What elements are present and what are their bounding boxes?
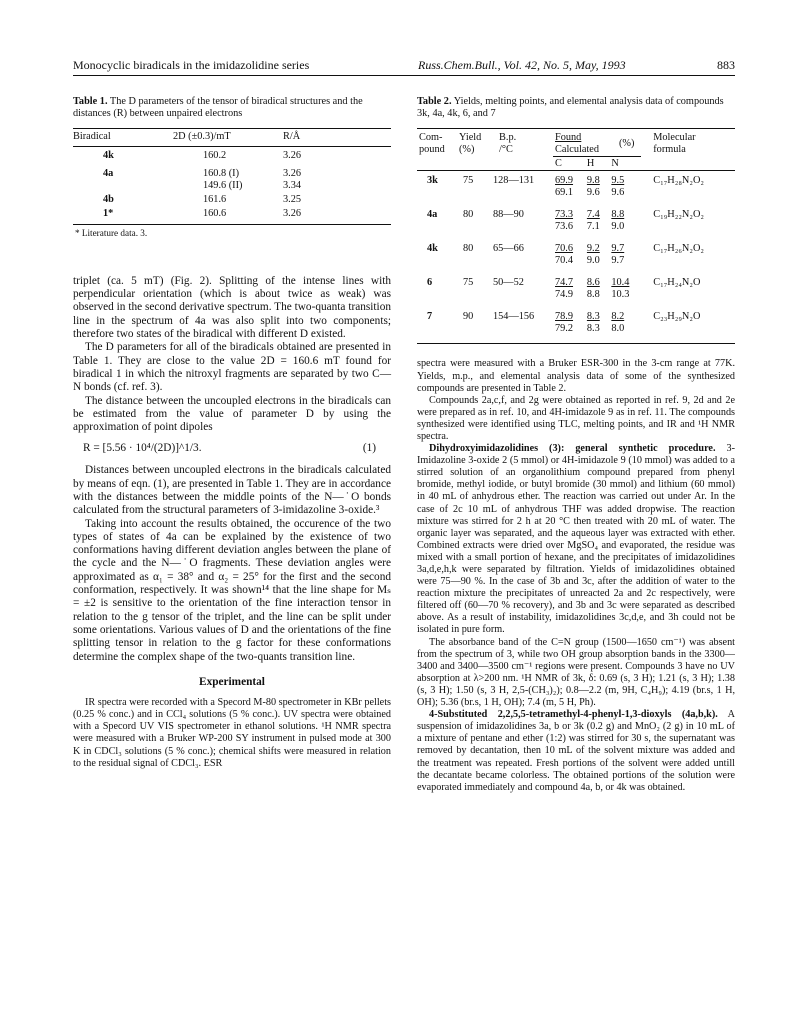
table-row: 6 75 50—52 74.7 74.9 8.6 8.8 10.4 10.3 C₁₇H₂₄N₂O (427, 277, 701, 301)
table1 (73, 128, 391, 224)
equation-1 (83, 442, 391, 456)
table2-header-row: Com- pound Yield (%) B.p. /°C Found (%) Calculated Molecular formula (419, 132, 696, 156)
table1-caption: Table 1. The D parameters of the tensor of biradical structures and the distances (R) between unpaired electrons (73, 96, 363, 120)
paragraph: triplet (ca. 5 mT) (Fig. 2). Splitting of the intense lines with perpendicular orientation (which is about twice as weak) was observed in the second derivative spectrum. The two-quanta transition line in the spectrum of 4a was also split into two components; therefore two states of the biradical with different D existed. (73, 274, 391, 341)
paragraph: spectra were measured with a Bruker ESR-300 in the 3-cm range at 77K. Yields, m.p., and elemental analysis data of some of the synthesized compounds are presented in Table 2. (417, 358, 735, 394)
section-heading-experimental: Experimental (199, 675, 265, 688)
paragraph: Taking into account the results obtained, the occurence of the two types of states of 4a can be explained by the existence of two conformations having different deviation angles between the plane of the cycle and the N—˙O fragments. These deviation angles were approximated as α₁ = 38° and α₂ = 25° for the first and the second conformation, respectively. It was shown¹⁴ that the line shape for Mₛ = ±2 is sensitive to the orientation of the fine interaction tensor in relation to the g tensor of the triplet, and the line can be split under some orientations. Various values of D and the orientations of the fine splitting tensor in relation to the g factor for these conformations determine the complex shape of the two-quants transition line. (73, 517, 391, 663)
table-row: 1* 160.6 3.26 (103, 208, 302, 220)
table-row: 4a 80 88—90 73.3 73.6 7.4 7.1 8.8 9.0 C₁₉H₂₂N₂O₂ (427, 209, 704, 233)
paragraph: Distances between uncoupled electrons in the biradicals calculated by means of eqn. (1), are presented in Table 1. They are in accordance with the distances between the middle points of the N—˙O bonds calculated from the structural parameters of 3-imidazoline 3-oxide.³ (73, 464, 391, 517)
paragraph: Compounds 2a,c,f, and 2g were obtained as reported in ref. 9, 2d and 2e were prepared as in ref. 10, and 4H-imidazole 9 as in ref. 11. The compounds synthesized were identified using TLC, melting points, and IR and ¹H NMR spectra. (417, 394, 735, 442)
table-row: 4a 160.8 (I) 3.26 (103, 167, 302, 179)
right-column (417, 96, 735, 794)
paragraph: 4-Substituted 2,2,5,5-tetramethyl-4-phenyl-1,3-dioxyls (4a,b,k). A suspension of imidazolidines 3a, b or 3k (0.2 g) and MnO₂ (2 g) in 10 mL of a mixture of pentane and ether (1:2) was stirred for 30 s, the supernatant was removed by decantation, then 10 mL of the solvent mixture was added and the treatment was repeated. Fresh portions of the solvent were added untill the decantate became colorless. The obtained portions of the solution were evaporated immediately and compound 4a, b, or 4k was obtained. (417, 709, 735, 793)
header-citation: Russ.Chem.Bull., Vol. 42, No. 5, May, 1993 (418, 58, 626, 72)
paragraph: The distance between the uncoupled electrons in the biradicals can be estimated from the value of parameter D by using the approximation of point dipoles (73, 394, 391, 434)
table-row: 4k 80 65—66 70.6 70.4 9.2 9.0 9.7 9.7 C₁₇H₂₆N₂O₂ (427, 243, 704, 267)
paragraph: Dihydroxyimidazolidines (3): general synthetic procedure. 3-Imidazoline 3-oxide 2 (5 mmol) or 4H-imidazole 9 (10 mmol) was added to a stirred solution of an organolithium compound prepared from phenyl bromide, methyl iodide, or butyl bromide (30 mmol) and lithium (60 mmol) in 40 mL of anhydrous ether. The reaction was carried out under Ar. In the case of 2c 10 mL of anhydrous THF was added dropwise. The reaction mixture was stirred for 2 h at 20 °C then treated with 20 mL of water. The organic layer was separated, and the aqueous layer was extracted with ether. Combined extracts were dried over MgSO₄ and evaporated, the residue was mixed with a small portion of hexane, and the precipitates of imidazolidines 3a,d,e,h,k were separated by filtration. Yields of imidazolidines obtained were 75—90 %. In the case of 3b and 3c, after the addition of water to the reaction mixture the precipitates of unreacted 2a and 2c respectively, were filtered off (60—70 % recovery), and 3b and 3c were separated as described above. As a result of instability, imidazolidines 3c,d,e, and 3h could not be isolated in pure form. (417, 443, 735, 636)
table-row: 7 90 154—156 78.9 79.2 8.3 8.3 8.2 8.0 C₂₃H₂₉N₂O (427, 311, 701, 335)
page-number: 883 (717, 58, 735, 72)
equation-number: (1) (362, 442, 376, 455)
header-title: Monocyclic biradicals in the imidazolidine series (73, 58, 310, 72)
left-column (73, 96, 391, 770)
equation-text: R = [5.56 · 10⁴/(2D)]^1/3. (83, 442, 202, 455)
paragraph: IR spectra were recorded with a Specord M-80 spectrometer in KBr pellets (0.25 % conc.) and in CCl₄ solutions (5 % conc.). UV spectra were obtained with a Specord UV VIS spectrometer in ethanol solutions. ¹H NMR spectra were measured with a Bruker WP-200 SY instrument in pulsed mode at 300 K in CDCl₃ solutions (5 % conc.); chemical shifts were measured in relation to the residual signal of CDCl₃. ESR (73, 697, 391, 769)
paragraph: The absorbance band of the C=N group (1500—1650 cm⁻¹) was absent from the spectrum of 3, while two OH group absorption bands in the 3300—3400 and 3400—3500 cm⁻¹ regions were present. Compounds 3 have no UV absorption at λ>200 nm. ¹H NMR of 3k, δ: 0.69 (s, 3 H); 1.21 (s, 3 H); 1.38 (s, 3 H); 1.50 (s, 3 H, 2,5-(CH₃)₂); 0.8—2.2 (m, 9H, C₄H₉); 4.19 (br.s, 1 H, OH); 5.36 (br.s, 1 H, OH); 7.4 (m, 5 H, Ph). (417, 636, 735, 709)
table-row: 4b 161.6 3.25 (103, 194, 302, 206)
right-body-text (417, 358, 735, 793)
table2-caption: Table 2. Yields, melting points, and elemental analysis data of compounds 3k, 4a, 4k, 6, and 7 (417, 96, 724, 120)
header-rule (73, 75, 735, 76)
table1-header-row: Biradical 2D (±0.3)/mT R/Å (73, 131, 301, 143)
table-row: 4k 160.2 3.26 (103, 149, 302, 161)
table2: Com- pound Yield (%) B.p. /°C Found (%) Calculated Molecular formula C H N 3k 75 128—131 69.9 69.1 9.8 9.6 9.5 9.6 C₁₇H₂₈N₂O₂ 4a 80 88—90 73.3 73.6 7.4 7.1 8.8 9.0 C₁₉H₂₂N₂O₂ 4k 80 65—66 70.6 70.4 9.2 9.0 9.7 9.7 C₁₇H₂₆N₂O₂ 6 75 50—52 74.7 74.9 8.6 8.8 10.4 10.3 C₁₇H₂₄N₂O 7 90 154—156 78.9 79.2 8.3 8.3 8.2 8.0 C₂₃H₂₉N₂O (417, 128, 735, 344)
table-row: 149.6 (II) 3.34 (203, 180, 302, 192)
left-body-text (73, 275, 391, 689)
paragraph: The D parameters for all of the biradicals obtained are presented in Table 1. They are close to the value 2D = 160.6 mT found for biradical 1 in which the nitroxyl fragments are separated by two C—N bonds (cf. ref. 3). (73, 341, 391, 394)
running-header (73, 58, 735, 76)
table1-footnote: * Literature data. 3. (75, 227, 148, 238)
experimental-text (73, 697, 391, 770)
table-row: 3k 75 128—131 69.9 69.1 9.8 9.6 9.5 9.6 C₁₇H₂₈N₂O₂ (427, 175, 704, 199)
